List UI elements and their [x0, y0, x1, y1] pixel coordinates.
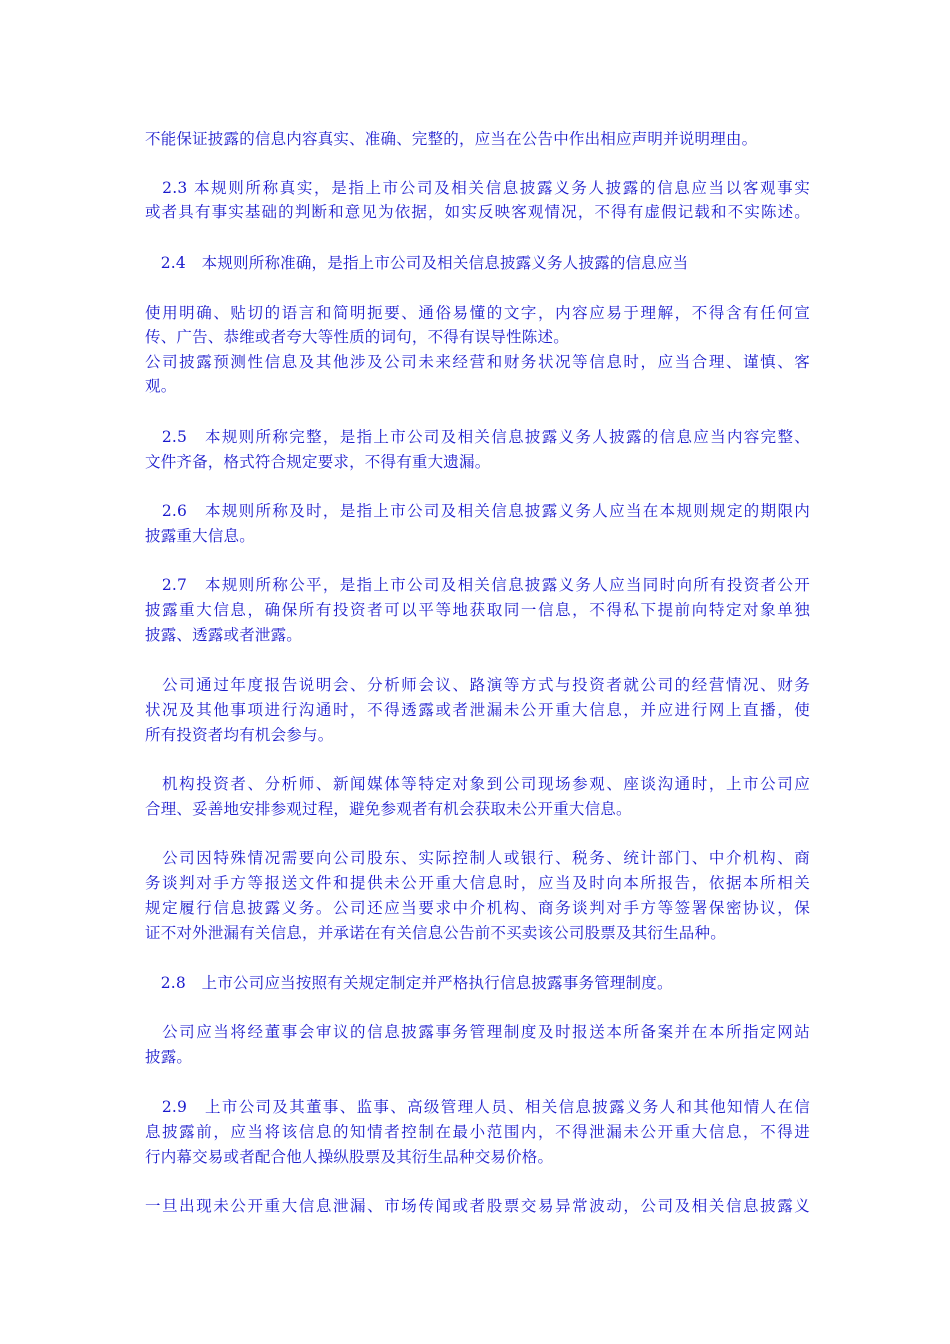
text-line: 或者具有事实基础的判断和意见为依据，如实反映客观情况，不得有虚假记载和不实陈述。: [145, 203, 810, 221]
text-line: 披露重大信息。: [145, 527, 255, 545]
text-line: 2.4 本规则所称准确，是指上市公司及相关信息披露义务人披露的信息应当: [145, 254, 689, 272]
text-line: 文件齐备，格式符合规定要求，不得有重大遗漏。: [145, 453, 491, 471]
text-line: 公司披露预测性信息及其他涉及公司未来经营和财务状况等信息时，应当合理、谨慎、客: [145, 353, 810, 371]
text-line: 使用明确、贴切的语言和简明扼要、通俗易懂的文字，内容应易于理解，不得含有任何宣: [145, 304, 810, 322]
text-line: 状况及其他事项进行沟通时，不得透露或者泄漏未公开重大信息，并应进行网上直播，使: [145, 701, 810, 719]
text-line: 观。: [145, 377, 177, 395]
text-line: 披露重大信息，确保所有投资者可以平等地获取同一信息，不得私下提前向特定对象单独: [145, 601, 810, 619]
text-line: 2.5 本规则所称完整，是指上市公司及相关信息披露义务人披露的信息应当内容完整、: [145, 428, 810, 446]
text-line: 2.9 上市公司及其董事、监事、高级管理人员、相关信息披露义务人和其他知情人在信: [145, 1098, 810, 1116]
text-line: 所有投资者均有机会参与。: [145, 726, 334, 744]
text-line: 务谈判对手方等报送文件和提供未公开重大信息时，应当及时向本所报告，依据本所相关: [145, 874, 810, 892]
text-line: 一旦出现未公开重大信息泄漏、市场传闻或者股票交易异常波动，公司及相关信息披露义: [145, 1197, 810, 1215]
text-line: 合理、妥善地安排参观过程，避免参观者有机会获取未公开重大信息。: [145, 800, 632, 818]
text-line: 披露、透露或者泄露。: [145, 626, 303, 644]
text-line: 机构投资者、分析师、新闻媒体等特定对象到公司现场参观、座谈沟通时，上市公司应: [145, 775, 810, 793]
text-line: 披露。: [145, 1048, 193, 1066]
text-line: 证不对外泄漏有关信息，并承诺在有关信息公告前不买卖该公司股票及其衍生品种。: [145, 924, 726, 942]
text-line: 公司通过年度报告说明会、分析师会议、路演等方式与投资者就公司的经营情况、财务: [145, 676, 810, 694]
text-line: 传、广告、恭维或者夸大等性质的词句，不得有误导性陈述。: [145, 328, 569, 346]
text-line: 2.7 本规则所称公平，是指上市公司及相关信息披露义务人应当同时向所有投资者公开: [145, 576, 810, 594]
text-line: 行内幕交易或者配合他人操纵股票及其衍生品种交易价格。: [145, 1148, 554, 1166]
text-line: 规定履行信息披露义务。公司还应当要求中介机构、商务谈判对手方等签署保密协议，保: [145, 899, 810, 917]
text-line: 公司应当将经董事会审议的信息披露事务管理制度及时报送本所备案并在本所指定网站: [145, 1023, 810, 1041]
text-line: 2.6 本规则所称及时，是指上市公司及相关信息披露义务人应当在本规则规定的期限内: [145, 502, 810, 520]
text-line: 不能保证披露的信息内容真实、准确、完整的，应当在公告中作出相应声明并说明理由。: [145, 130, 758, 148]
text-line: 2.8 上市公司应当按照有关规定制定并严格执行信息披露事务管理制度。: [145, 974, 673, 992]
text-line: 2.3 本规则所称真实，是指上市公司及相关信息披露义务人披露的信息应当以客观事实: [145, 179, 810, 197]
text-line: 息披露前，应当将该信息的知情者控制在最小范围内，不得泄漏未公开重大信息，不得进: [145, 1123, 810, 1141]
text-line: 公司因特殊情况需要向公司股东、实际控制人或银行、税务、统计部门、中介机构、商: [145, 849, 810, 867]
